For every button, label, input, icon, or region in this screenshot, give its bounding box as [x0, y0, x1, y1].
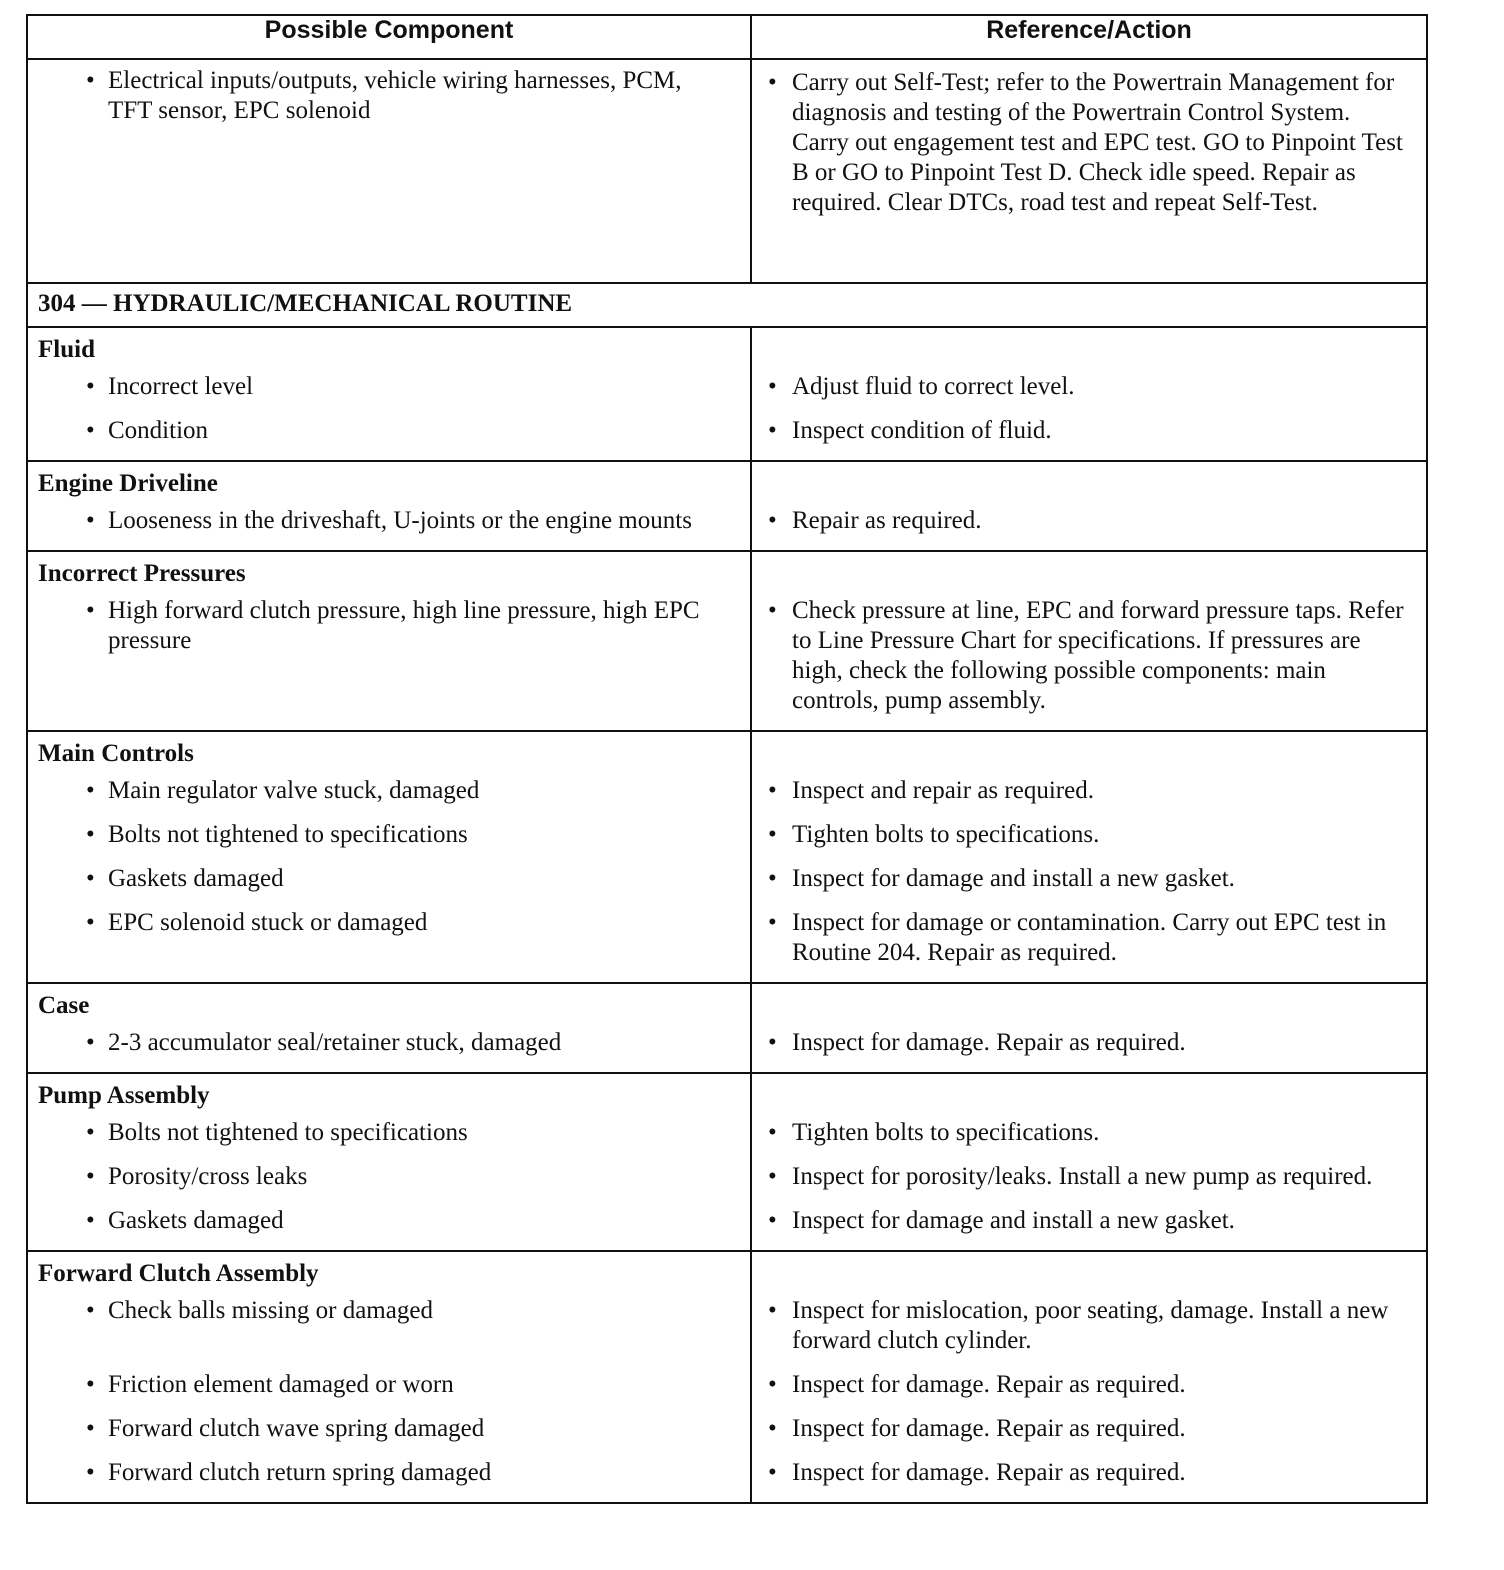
group-component-cell	[27, 461, 751, 551]
list-item	[28, 864, 750, 894]
bullet: •	[86, 1371, 95, 1398]
list-item	[752, 1162, 1426, 1192]
section-row	[27, 283, 1427, 327]
list-item	[752, 864, 1426, 894]
header-row	[27, 15, 1427, 59]
bullet: •	[86, 1119, 95, 1146]
component-text: 2-3 accumulator seal/retainer stuck, damaged	[108, 1029, 562, 1056]
group-component-cell	[27, 1251, 751, 1503]
bullet: •	[86, 507, 95, 534]
bullet: •	[768, 1207, 777, 1234]
group-title: Case	[38, 992, 90, 1019]
group-row	[27, 551, 1427, 731]
group-row	[27, 1073, 1427, 1251]
bullet: •	[768, 865, 777, 892]
list-item	[28, 908, 750, 968]
group-component-cell	[27, 551, 751, 731]
bullet: •	[768, 777, 777, 804]
list-item	[28, 820, 750, 850]
diagnosis-table	[26, 14, 1428, 1504]
action-text: Inspect for damage and install a new gasket.	[792, 1207, 1235, 1234]
list-item	[752, 416, 1426, 446]
list-item	[28, 1458, 750, 1488]
component-text: Check balls missing or damaged	[108, 1297, 433, 1324]
header-possible-component: Possible Component	[27, 15, 751, 59]
action-text: Inspect for damage. Repair as required.	[792, 1459, 1186, 1486]
action-text: Repair as required.	[792, 507, 982, 534]
action-text: Inspect for damage. Repair as required.	[792, 1415, 1186, 1442]
group-action-cell	[751, 983, 1427, 1073]
list-item	[752, 820, 1426, 850]
list-item	[28, 416, 750, 446]
list-item	[752, 1370, 1426, 1400]
group-title-spacer	[752, 732, 1426, 772]
section-title: 304 — HYDRAULIC/MECHANICAL ROUTINE	[27, 283, 1427, 327]
group-row	[27, 731, 1427, 983]
bullet: •	[86, 1207, 95, 1234]
action-text: Inspect for damage and install a new gasket.	[792, 865, 1235, 892]
action-text: Inspect for damage or contamination. Carry out EPC test in Routine 204. Repair as required.	[792, 909, 1387, 966]
list-item	[752, 1458, 1426, 1488]
bullet: •	[768, 1163, 777, 1190]
bullet: •	[768, 821, 777, 848]
group-row	[27, 983, 1427, 1073]
group-action-cell	[751, 551, 1427, 731]
bullet: •	[86, 777, 95, 804]
component-text: High forward clutch pressure, high line pressure, high EPC pressure	[108, 597, 700, 654]
top-row-component-cell	[27, 59, 751, 283]
component-text: Looseness in the driveshaft, U-joints or the engine mounts	[108, 507, 692, 534]
bullet: •	[768, 69, 777, 96]
bullet: •	[86, 1459, 95, 1486]
list-item	[752, 1414, 1426, 1444]
action-text: Inspect for porosity/leaks. Install a new pump as required.	[792, 1163, 1373, 1190]
bullet: •	[86, 373, 95, 400]
action-text: Adjust fluid to correct level.	[792, 373, 1075, 400]
list-item	[28, 776, 750, 806]
action-text-line1: Carry out Self-Test; refer to the Powertrain Management for	[792, 69, 1395, 96]
group-action-cell	[751, 327, 1427, 461]
list-item	[28, 1414, 750, 1444]
bullet: •	[768, 1297, 777, 1324]
group-title: Engine Driveline	[38, 470, 218, 497]
list-item	[752, 1118, 1426, 1148]
group-action-cell	[751, 731, 1427, 983]
bullet: •	[86, 909, 95, 936]
bullet: •	[86, 821, 95, 848]
list-item	[28, 372, 750, 402]
group-row	[27, 461, 1427, 551]
component-text: Bolts not tightened to specifications	[108, 821, 468, 848]
list-item	[28, 1206, 750, 1236]
action-text: Inspect for damage. Repair as required.	[792, 1029, 1186, 1056]
list-item	[752, 908, 1426, 968]
list-item	[28, 506, 750, 536]
group-title: Incorrect Pressures	[38, 560, 246, 587]
group-component-cell	[27, 1073, 751, 1251]
bullet: •	[768, 1415, 777, 1442]
action-text: Inspect for damage. Repair as required.	[792, 1371, 1186, 1398]
action-text: Inspect and repair as required.	[792, 777, 1094, 804]
group-title-spacer	[752, 984, 1426, 1024]
group-component-cell	[27, 327, 751, 461]
action-text: Check pressure at line, EPC and forward pressure taps. Refer to Line Pressure Chart for specifications. If pressures are high, check the following possible components: main controls, pump assembly.	[792, 597, 1404, 714]
group-title-spacer	[752, 1074, 1426, 1114]
bullet: •	[768, 909, 777, 936]
component-text: Bolts not tightened to specifications	[108, 1119, 468, 1146]
bullet: •	[86, 1029, 95, 1056]
group-title-spacer	[752, 552, 1426, 592]
list-item	[752, 1206, 1426, 1236]
bullet: •	[86, 865, 95, 892]
component-text: Forward clutch return spring damaged	[108, 1459, 492, 1486]
bullet: •	[768, 373, 777, 400]
list-item	[752, 1028, 1426, 1058]
component-text: Incorrect level	[108, 373, 254, 400]
group-title-spacer	[752, 462, 1426, 502]
bullet: •	[768, 507, 777, 534]
group-component-cell	[27, 731, 751, 983]
component-text: Forward clutch wave spring damaged	[108, 1415, 485, 1442]
component-text: EPC solenoid stuck or damaged	[108, 909, 428, 936]
list-item	[28, 1370, 750, 1400]
group-title-spacer	[752, 1252, 1426, 1292]
list-item	[28, 66, 750, 126]
bullet: •	[86, 417, 95, 444]
bullet: •	[768, 1459, 777, 1486]
group-title: Pump Assembly	[38, 1082, 210, 1109]
group-action-cell	[751, 461, 1427, 551]
list-item	[752, 506, 1426, 536]
bullet: •	[86, 1297, 95, 1324]
list-item	[28, 596, 750, 716]
list-item	[28, 1118, 750, 1148]
list-item	[752, 68, 1426, 218]
diagnosis-page	[26, 14, 1426, 1504]
action-text: Tighten bolts to specifications.	[792, 1119, 1100, 1146]
bullet: •	[768, 1029, 777, 1056]
header-reference-action: Reference/Action	[751, 15, 1427, 59]
list-item	[28, 1162, 750, 1192]
top-row-action-cell	[751, 59, 1427, 283]
group-row	[27, 327, 1427, 461]
bullet: •	[86, 1415, 95, 1442]
group-action-cell	[751, 1251, 1427, 1503]
component-text: Main regulator valve stuck, damaged	[108, 777, 480, 804]
action-text-rest: diagnosis and testing of the Powertrain Control System. Carry out engagement test and EPC test. GO to Pinpoint Test B or GO to Pinpoint Test D. Check idle speed. Repair as required. Clear DTCs, road test and repeat Self-Test.	[792, 99, 1403, 216]
component-text: Condition	[108, 417, 209, 444]
bullet: •	[768, 597, 777, 624]
group-title-spacer	[752, 328, 1426, 368]
group-title: Forward Clutch Assembly	[38, 1260, 319, 1287]
group-title: Fluid	[38, 336, 95, 363]
bullet: •	[86, 597, 95, 624]
top-row	[27, 59, 1427, 283]
list-item	[28, 1028, 750, 1058]
group-row	[27, 1251, 1427, 1503]
list-item	[752, 1296, 1426, 1356]
component-text: Porosity/cross leaks	[108, 1163, 308, 1190]
component-text: Friction element damaged or worn	[108, 1371, 454, 1398]
list-item	[28, 1296, 750, 1356]
group-component-cell	[27, 983, 751, 1073]
bullet: •	[768, 1371, 777, 1398]
action-text: Inspect condition of fluid.	[792, 417, 1052, 444]
bullet: •	[86, 67, 95, 94]
list-item	[752, 776, 1426, 806]
component-text: Gaskets damaged	[108, 865, 284, 892]
action-text: Tighten bolts to specifications.	[792, 821, 1100, 848]
list-item	[752, 372, 1426, 402]
group-title: Main Controls	[38, 740, 194, 767]
bullet: •	[768, 417, 777, 444]
group-action-cell	[751, 1073, 1427, 1251]
action-text: Inspect for mislocation, poor seating, damage. Install a new forward clutch cylinder.	[792, 1297, 1389, 1354]
list-item	[752, 596, 1426, 716]
bullet: •	[768, 1119, 777, 1146]
component-text: Gaskets damaged	[108, 1207, 284, 1234]
bullet: •	[86, 1163, 95, 1190]
component-text: Electrical inputs/outputs, vehicle wiring harnesses, PCM, TFT sensor, EPC solenoid	[108, 67, 682, 124]
